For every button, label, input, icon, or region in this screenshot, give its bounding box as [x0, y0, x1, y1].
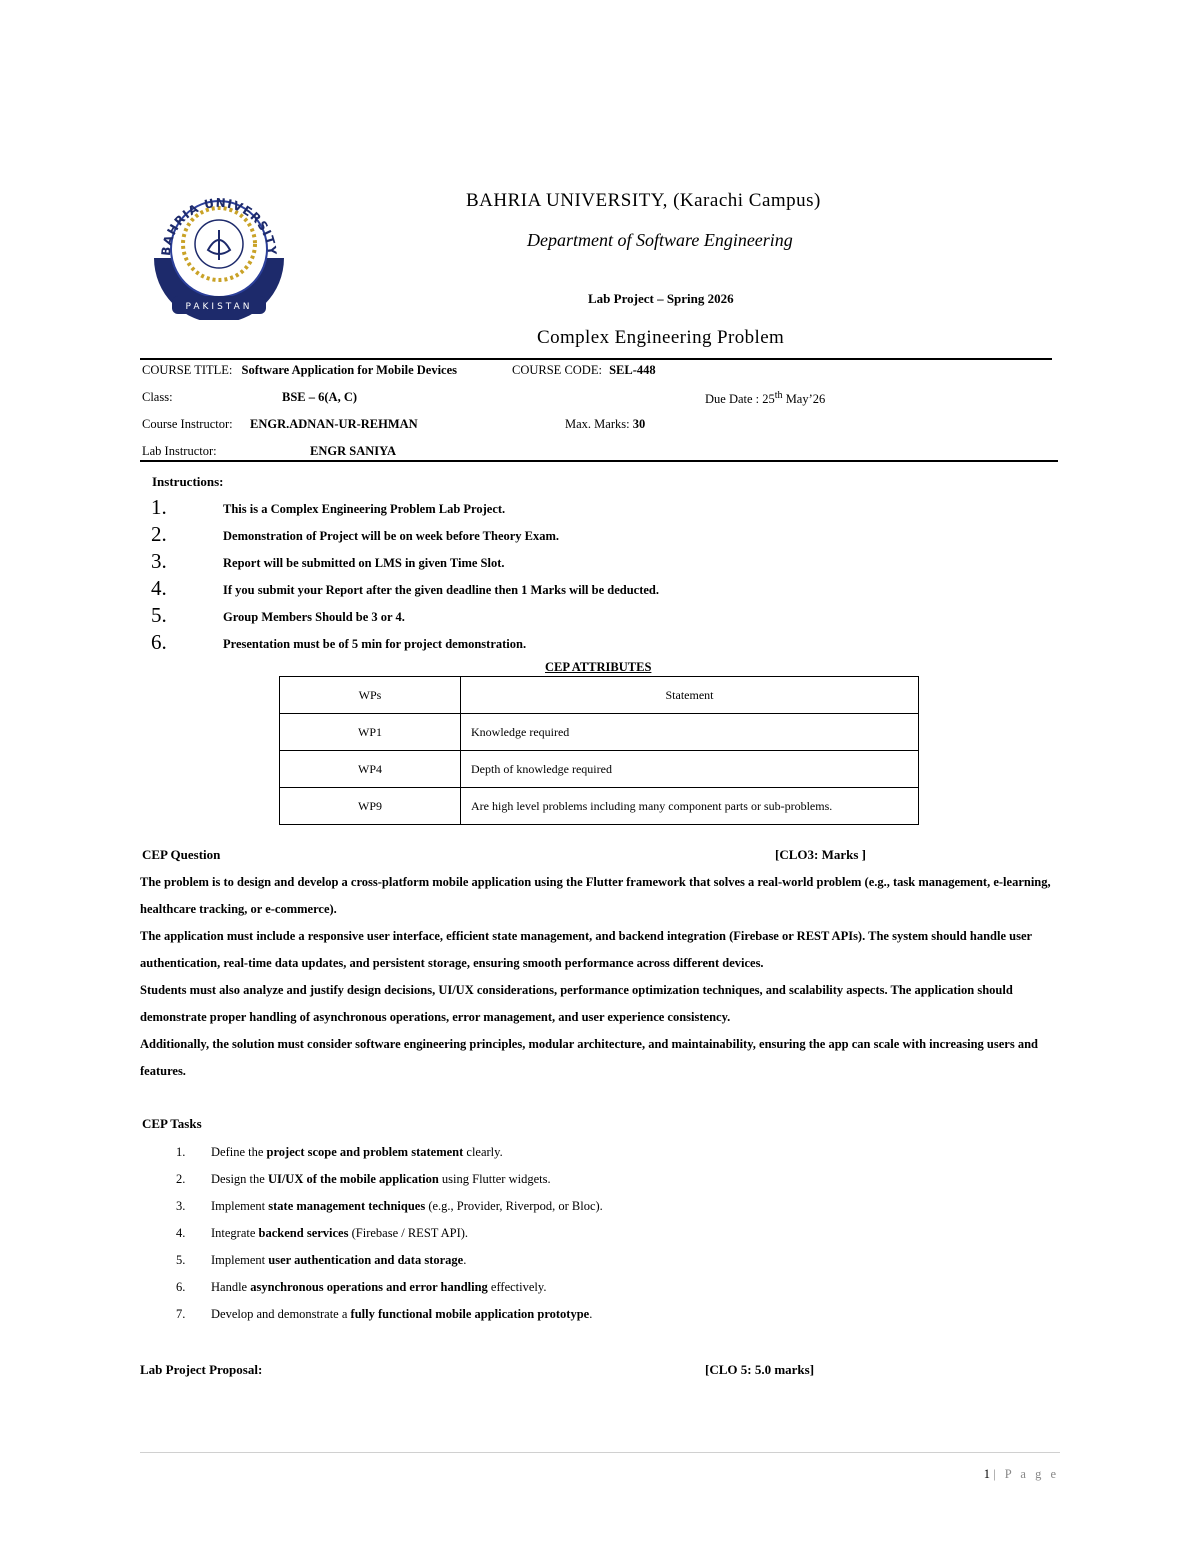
due-date: [705, 390, 825, 407]
task-item: [176, 1253, 466, 1268]
task-num: 1.: [176, 1145, 186, 1159]
instruction-item: This is a Complex Engineering Problem Lab Project.: [223, 502, 506, 516]
task-text-pre: Handle: [211, 1280, 251, 1294]
page-number: 1: [983, 1467, 991, 1481]
task-item: [176, 1226, 468, 1241]
wp-cell: WP9: [280, 788, 461, 825]
task-text-post: effectively.: [487, 1280, 547, 1294]
task-num: 2.: [176, 1172, 186, 1186]
cep-question-marks: [CLO3: Marks ]: [775, 847, 866, 862]
task-text-bold: backend services: [258, 1226, 349, 1240]
max-marks: [565, 417, 645, 432]
course-title-value: Software Application for Mobile Devices: [241, 363, 458, 377]
cep-question-heading: CEP Question: [142, 847, 221, 862]
course-code-label: COURSE CODE:: [512, 363, 602, 377]
table-header-row: [280, 677, 919, 714]
question-paragraph: The application must include a responsive user interface, efficient state management, and backend integration (Firebase or REST APIs). The system should handle user authentication, real-time data updates, and persistent storage, ensuring smooth performance across different devices.: [140, 929, 1032, 970]
max-marks-value: 30: [632, 417, 646, 431]
task-text-post: (e.g., Provider, Riverpod, or Bloc).: [425, 1199, 603, 1213]
class-label: Class:: [142, 390, 173, 404]
table-row: [280, 751, 919, 788]
statement-cell: Are high level problems including many component parts or sub-problems.: [461, 788, 919, 825]
task-text-post: .: [589, 1307, 593, 1321]
wp-cell: WP4: [280, 751, 461, 788]
instruction-num: 2.: [151, 522, 167, 546]
cep-question-body: [140, 869, 1060, 1085]
task-item: [176, 1307, 592, 1322]
proposal-label: Lab Project Proposal:: [140, 1362, 263, 1377]
task-text-pre: Develop and demonstrate a: [211, 1307, 351, 1321]
cep-tasks-heading: CEP Tasks: [142, 1116, 202, 1131]
cep-attributes-table: [279, 676, 919, 825]
instructions-heading: Instructions:: [152, 474, 224, 489]
info-divider: [140, 460, 1058, 462]
instruction-item: Demonstration of Project will be on week before Theory Exam.: [223, 529, 560, 543]
task-text-post: .: [463, 1253, 467, 1267]
page-footer: [984, 1467, 1059, 1482]
task-text-pre: Implement: [211, 1253, 269, 1267]
course-title-row: [142, 363, 457, 378]
instruction-num: 6.: [151, 630, 167, 654]
task-item: [176, 1280, 546, 1295]
instruction-item: If you submit your Report after the given deadline then 1 Marks will be deducted.: [223, 583, 659, 597]
task-text-bold: project scope and problem statement: [266, 1145, 464, 1159]
header-divider: [140, 358, 1052, 360]
task-num: 4.: [176, 1226, 186, 1240]
question-paragraph: Students must also analyze and justify design decisions, UI/UX considerations, performance optimization techniques, and scalability aspects. The application should demonstrate proper handling of asynchronous operations, error management, and user experience consistency.: [140, 983, 1013, 1024]
logo-top-text: BAHRIA UNIVERSITY: [158, 195, 280, 257]
instruction-num: 3.: [151, 549, 167, 573]
task-text-bold: UI/UX of the mobile application: [267, 1172, 439, 1186]
due-date-rest: May’26: [782, 392, 826, 407]
instructor-value: ENGR.ADNAN-UR-REHMAN: [250, 417, 418, 431]
department-title: Department of Software Engineering: [527, 230, 793, 250]
instruction-item: Presentation must be of 5 min for project demonstration.: [223, 637, 527, 651]
instructor-label: Course Instructor:: [142, 417, 233, 431]
task-num: 6.: [176, 1280, 186, 1294]
task-text-post: using Flutter widgets.: [438, 1172, 551, 1186]
statement-cell: Depth of knowledge required: [461, 751, 919, 788]
task-text-pre: Define the: [211, 1145, 267, 1159]
footer-divider: [140, 1452, 1060, 1453]
logo-bottom-text: PAKISTAN: [185, 302, 253, 312]
cep-attributes-heading: CEP ATTRIBUTES: [545, 660, 652, 674]
task-num: 3.: [176, 1199, 186, 1213]
instruction-item: Group Members Should be 3 or 4.: [223, 610, 405, 624]
task-text-bold: user authentication and data storage: [268, 1253, 464, 1267]
task-item: [176, 1145, 503, 1160]
task-text-post: clearly.: [463, 1145, 503, 1159]
task-item: [176, 1172, 551, 1187]
task-text-pre: Design the: [211, 1172, 268, 1186]
task-item: [176, 1199, 603, 1214]
column-header-statement: Statement: [461, 677, 919, 714]
course-code-row: [512, 363, 656, 378]
task-num: 7.: [176, 1307, 186, 1321]
column-header-wps: WPs: [280, 677, 461, 714]
task-num: 5.: [176, 1253, 186, 1267]
university-title: BAHRIA UNIVERSITY, (Karachi Campus): [466, 190, 821, 211]
task-text-bold: state management techniques: [268, 1199, 426, 1213]
task-text-pre: Implement: [211, 1199, 269, 1213]
task-text-post: (Firebase / REST API).: [348, 1226, 469, 1240]
instruction-num: 5.: [151, 603, 167, 627]
due-date-label: Due Date : 25: [705, 392, 775, 407]
class-value: BSE – 6(A, C): [282, 390, 358, 404]
task-text-bold: fully functional mobile application prototype: [350, 1307, 590, 1321]
lab-instructor-label: Lab Instructor:: [142, 444, 217, 458]
question-paragraph: The problem is to design and develop a cross-platform mobile application using the Flutter framework that solves a real-world problem (e.g., task management, e-learning, healthcare tracking, or e-commerce).: [140, 875, 1051, 916]
statement-cell: Knowledge required: [461, 714, 919, 751]
lab-project-title: Lab Project – Spring 2026: [588, 291, 734, 306]
wp-cell: WP1: [280, 714, 461, 751]
due-date-sup: th: [774, 390, 783, 401]
course-title-label: COURSE TITLE:: [142, 363, 233, 377]
university-logo: [148, 178, 290, 320]
page-label: | P a g e: [993, 1467, 1059, 1481]
proposal-marks: [CLO 5: 5.0 marks]: [705, 1362, 815, 1377]
task-text-pre: Integrate: [211, 1226, 259, 1240]
course-code-value: SEL-448: [609, 363, 656, 377]
question-paragraph: Additionally, the solution must consider software engineering principles, modular architecture, and maintainability, ensuring the app can scale with increasing users and features.: [140, 1037, 1038, 1078]
table-row: [280, 714, 919, 751]
instruction-num: 4.: [151, 576, 167, 600]
instruction-item: Report will be submitted on LMS in given Time Slot.: [223, 556, 505, 570]
cep-title: Complex Engineering Problem: [537, 327, 785, 348]
instruction-num: 1.: [151, 495, 167, 519]
max-marks-label: Max. Marks:: [565, 417, 630, 431]
task-text-bold: asynchronous operations and error handling: [250, 1280, 488, 1294]
table-row: [280, 788, 919, 825]
lab-instructor-value: ENGR SANIYA: [310, 444, 397, 458]
